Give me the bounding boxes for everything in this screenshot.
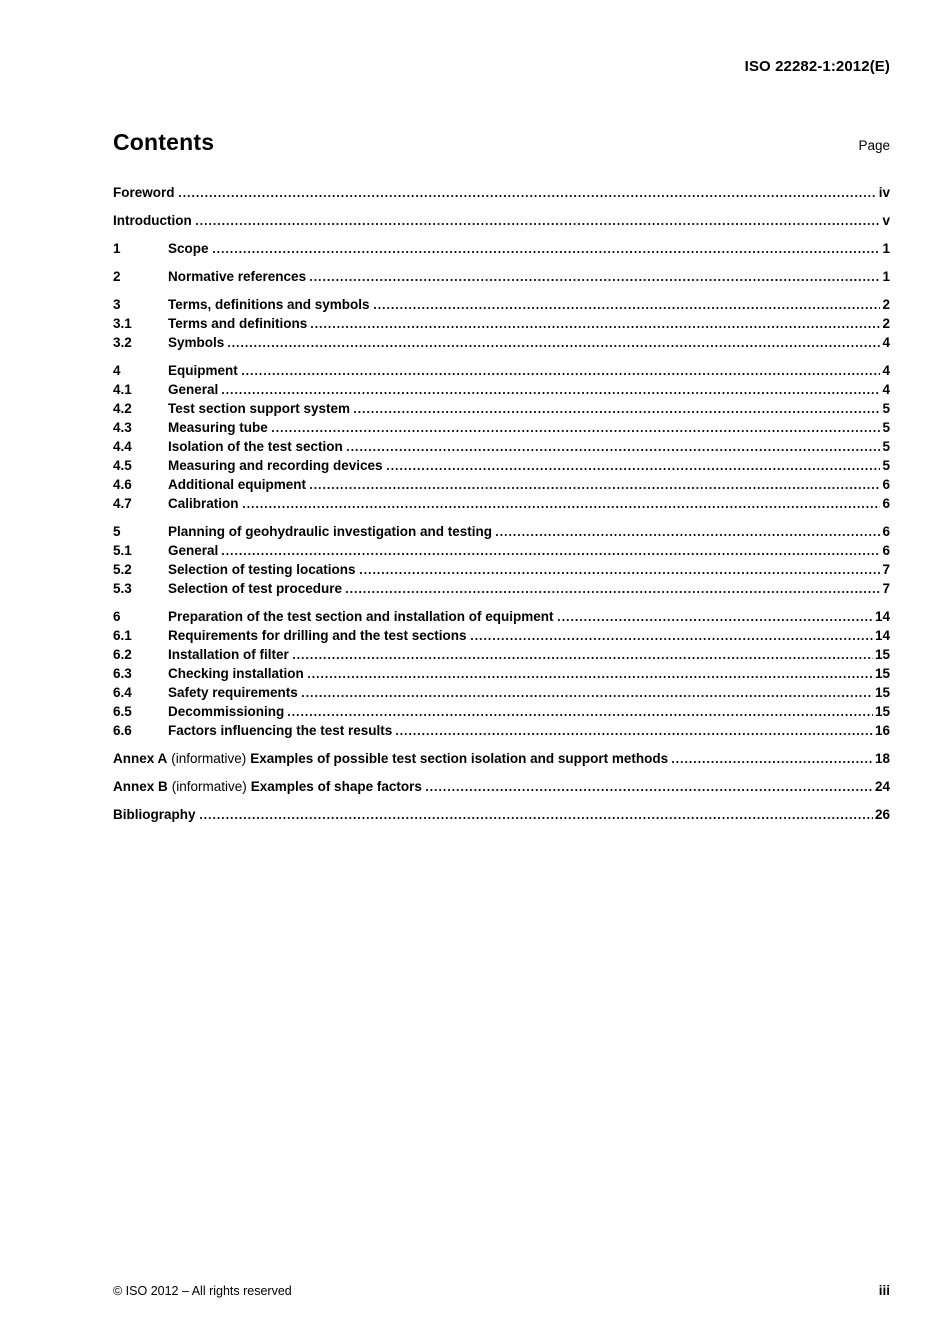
toc-entry xyxy=(113,626,890,645)
toc-entry xyxy=(113,805,890,824)
dot-leader xyxy=(243,506,881,508)
toc-entry-label: Introduction xyxy=(113,213,192,228)
toc-entry xyxy=(113,494,890,513)
dot-leader xyxy=(354,411,880,413)
toc-entry xyxy=(113,183,890,202)
toc-entry-page: 15 xyxy=(874,647,890,662)
toc-entry xyxy=(113,683,890,702)
dot-leader xyxy=(242,373,881,375)
toc-entry xyxy=(113,418,890,437)
dot-leader xyxy=(222,392,880,394)
toc-entry-prefix: Annex A xyxy=(113,751,168,766)
toc-entry-label: Measuring and recording devices xyxy=(168,458,383,473)
toc-entry-number: 5 xyxy=(113,524,121,539)
toc-entry-page: 16 xyxy=(874,723,890,738)
toc-entry-number: 4.3 xyxy=(113,420,132,435)
toc-entry-page: 2 xyxy=(882,297,890,312)
toc-entry xyxy=(113,333,890,352)
dot-leader xyxy=(200,817,873,819)
toc-entry-label: Factors influencing the test results xyxy=(168,723,393,738)
contents-heading xyxy=(113,129,890,156)
toc-entry-page: 6 xyxy=(882,477,890,492)
toc-entry xyxy=(113,239,890,258)
dot-leader xyxy=(272,430,881,432)
toc-entry-number: 5.2 xyxy=(113,562,132,577)
toc-entry-page: 4 xyxy=(882,363,890,378)
toc-entry-label: Selection of test procedure xyxy=(168,581,343,596)
folio-page-number: iii xyxy=(878,1283,890,1298)
toc-entry-label: Safety requirements xyxy=(168,685,298,700)
toc-entry-number: 3.2 xyxy=(113,335,132,350)
toc-entry-label: Checking installation xyxy=(168,666,304,681)
toc-entry xyxy=(113,702,890,721)
toc-entry xyxy=(113,475,890,494)
toc-entry-qualifier: (informative) xyxy=(171,751,247,766)
toc-entry-page: 5 xyxy=(882,420,890,435)
toc-entry-label: Isolation of the test section xyxy=(168,439,343,454)
page-column-label: Page xyxy=(858,138,890,153)
toc-entry-label: Examples of possible test section isolation and support methods xyxy=(250,751,669,766)
toc-entry-number: 5.1 xyxy=(113,543,132,558)
toc-entry-page: 14 xyxy=(874,628,890,643)
toc-entry-page: 15 xyxy=(874,704,890,719)
toc-entry-number: 1 xyxy=(113,241,121,256)
toc-entry-label: General xyxy=(168,543,219,558)
dot-leader xyxy=(308,676,873,678)
toc-entry-page: 6 xyxy=(882,496,890,511)
toc-entry xyxy=(113,314,890,333)
toc-entry-label: Requirements for drilling and the test sections xyxy=(168,628,467,643)
dot-leader xyxy=(196,223,881,225)
toc-entry-page: 18 xyxy=(874,751,890,766)
toc-entry-page: v xyxy=(882,213,890,228)
copyright-notice: © ISO 2012 – All rights reserved xyxy=(113,1284,292,1298)
dot-leader xyxy=(179,195,877,197)
toc-entry-number: 4.6 xyxy=(113,477,132,492)
toc-entry xyxy=(113,456,890,475)
toc-entry-label: Preparation of the test section and installation of equipment xyxy=(168,609,554,624)
toc-entry-label: Bibliography xyxy=(113,807,196,822)
toc-entry xyxy=(113,437,890,456)
toc-entry-number: 6.3 xyxy=(113,666,132,681)
dot-leader xyxy=(310,487,880,489)
toc-entry-label: Measuring tube xyxy=(168,420,268,435)
toc-entry xyxy=(113,399,890,418)
toc-entry-page: 5 xyxy=(882,401,890,416)
dot-leader xyxy=(346,591,880,593)
dot-leader xyxy=(213,251,881,253)
toc-entry-page: 26 xyxy=(874,807,890,822)
toc-entry-page: 24 xyxy=(874,779,890,794)
toc-entry-label: Equipment xyxy=(168,363,238,378)
toc-entry xyxy=(113,380,890,399)
toc-entry-label: Selection of testing locations xyxy=(168,562,356,577)
toc-entry-number: 4 xyxy=(113,363,121,378)
dot-leader xyxy=(311,326,880,328)
toc-entry-page: 6 xyxy=(882,524,890,539)
toc-entry-number: 6 xyxy=(113,609,121,624)
toc-entry-label: Additional equipment xyxy=(168,477,306,492)
toc-entry-number: 6.2 xyxy=(113,647,132,662)
toc-entry-number: 4.5 xyxy=(113,458,132,473)
toc-entry-number: 5.3 xyxy=(113,581,132,596)
toc-entry xyxy=(113,560,890,579)
toc-entry-page: 5 xyxy=(882,458,890,473)
toc-entry-page: iv xyxy=(878,185,890,200)
toc-entry xyxy=(113,749,890,768)
toc-entry xyxy=(113,295,890,314)
toc-entry-page: 1 xyxy=(882,269,890,284)
toc-entry xyxy=(113,777,890,796)
toc-entry-page: 2 xyxy=(882,316,890,331)
toc-list xyxy=(113,183,890,824)
toc-entry-label: Test section support system xyxy=(168,401,351,416)
toc-entry-number: 6.4 xyxy=(113,685,132,700)
dot-leader xyxy=(310,279,880,281)
toc-entry-number: 3.1 xyxy=(113,316,132,331)
dot-leader xyxy=(302,695,873,697)
dot-leader xyxy=(558,619,873,621)
toc-entry xyxy=(113,211,890,230)
dot-leader xyxy=(426,789,873,791)
toc-entry-number: 4.2 xyxy=(113,401,132,416)
toc-entry-label: Decommissioning xyxy=(168,704,285,719)
toc-entry xyxy=(113,522,890,541)
dot-leader xyxy=(672,761,873,763)
dot-leader xyxy=(293,657,873,659)
toc-entry-page: 15 xyxy=(874,666,890,681)
toc-entry-label: General xyxy=(168,382,219,397)
toc-entry-number: 4.1 xyxy=(113,382,132,397)
toc-entry-label: Foreword xyxy=(113,185,175,200)
document-footer xyxy=(113,1283,890,1298)
toc-entry-number: 6.6 xyxy=(113,723,132,738)
toc-entry-page: 14 xyxy=(874,609,890,624)
dot-leader xyxy=(396,733,873,735)
toc-entry-label: Calibration xyxy=(168,496,239,511)
dot-leader xyxy=(496,534,880,536)
toc-entry-label: Examples of shape factors xyxy=(250,779,422,794)
toc-entry-page: 7 xyxy=(882,581,890,596)
toc-entry-label: Scope xyxy=(168,241,209,256)
dot-leader xyxy=(347,449,881,451)
toc-entry-number: 2 xyxy=(113,269,121,284)
toc-entry xyxy=(113,645,890,664)
toc-entry-page: 1 xyxy=(882,241,890,256)
toc-entry-label: Normative references xyxy=(168,269,307,284)
toc-entry xyxy=(113,361,890,380)
toc-entry xyxy=(113,579,890,598)
dot-leader xyxy=(228,345,880,347)
document-reference: ISO 22282-1:2012(E) xyxy=(744,58,890,75)
toc-entry-page: 6 xyxy=(882,543,890,558)
toc-entry xyxy=(113,721,890,740)
toc-entry-number: 4.7 xyxy=(113,496,132,511)
dot-leader xyxy=(360,572,881,574)
dot-leader xyxy=(387,468,881,470)
toc-entry xyxy=(113,541,890,560)
toc-entry-number: 3 xyxy=(113,297,121,312)
toc-entry-number: 6.1 xyxy=(113,628,132,643)
toc-entry-number: 4.4 xyxy=(113,439,132,454)
toc-entry-page: 7 xyxy=(882,562,890,577)
dot-leader xyxy=(222,553,880,555)
toc-entry xyxy=(113,607,890,626)
toc-entry-page: 5 xyxy=(882,439,890,454)
toc-entry-page: 15 xyxy=(874,685,890,700)
toc-entry-label: Symbols xyxy=(168,335,225,350)
toc-entry-prefix: Annex B xyxy=(113,779,168,794)
toc-entry xyxy=(113,267,890,286)
toc-entry-label: Installation of filter xyxy=(168,647,289,662)
toc-entry-page: 4 xyxy=(882,382,890,397)
toc-entry-label: Terms, definitions and symbols xyxy=(168,297,370,312)
toc-entry xyxy=(113,664,890,683)
toc-entry-page: 4 xyxy=(882,335,890,350)
dot-leader xyxy=(288,714,873,716)
toc-entry-label: Planning of geohydraulic investigation and testing xyxy=(168,524,493,539)
toc-entry-qualifier: (informative) xyxy=(171,779,247,794)
toc-entry-number: 6.5 xyxy=(113,704,132,719)
dot-leader xyxy=(471,638,873,640)
toc-entry-label: Terms and definitions xyxy=(168,316,308,331)
page-title: Contents xyxy=(113,129,215,155)
dot-leader xyxy=(374,307,881,309)
